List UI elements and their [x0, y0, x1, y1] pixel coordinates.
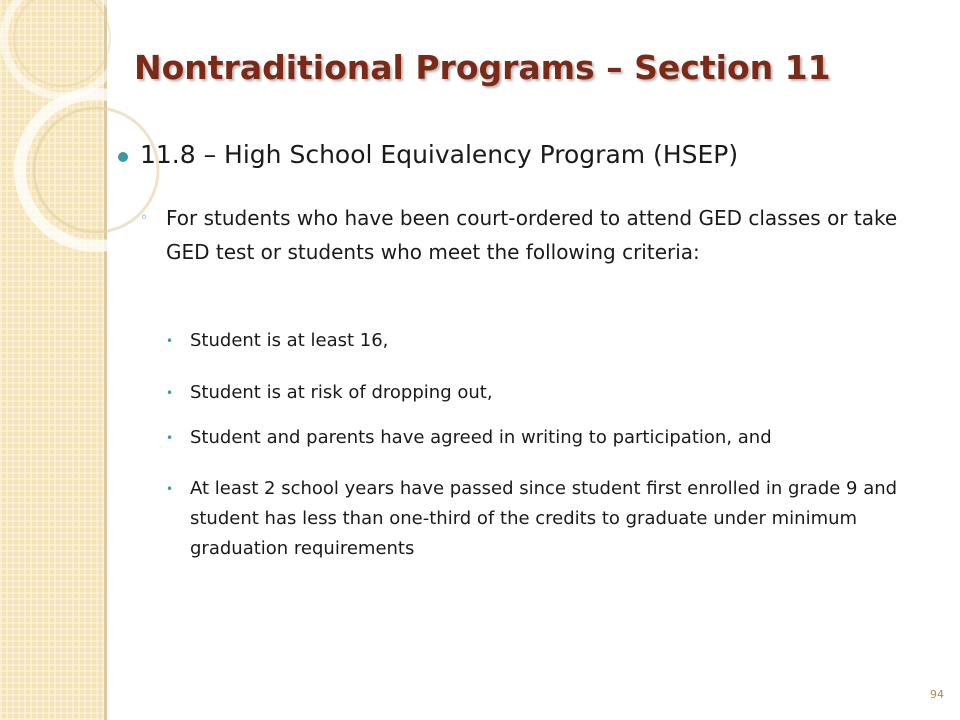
small-dot-bullet-icon: • [166, 431, 174, 445]
decorative-ring-outer [20, 94, 172, 246]
level2-bullet-text: For students who have been court-ordered to attend GED classes or take GED test or students who meet the following criteria: [166, 206, 898, 264]
level3-bullet-text: At least 2 school years have passed since student first enrolled in grade 9 and student has less than one-third of the credits to graduate under minimum graduation requirements [190, 478, 898, 559]
decorative-ring-top [4, 0, 120, 96]
slide-title: Nontraditional Programs – Section 11 [134, 48, 831, 87]
page-number: 94 [930, 688, 944, 701]
small-dot-bullet-icon: • [166, 334, 174, 348]
small-dot-bullet-icon: • [166, 482, 174, 496]
level3-bullet-text: Student and parents have agreed in writing to participation, and [190, 427, 772, 448]
level1-bullet-text: 11.8 – High School Equivalency Program (HSEP) [140, 140, 739, 169]
level3-bullet-text: Student is at risk of dropping out, [190, 382, 493, 403]
decorative-ring-top-inner [14, 0, 110, 86]
level3-bullet-text: Student is at least 16, [190, 330, 389, 351]
filled-circle-bullet-icon [118, 152, 128, 162]
small-dot-bullet-icon: • [166, 386, 174, 400]
hollow-circle-bullet-icon: ◦ [140, 210, 149, 226]
